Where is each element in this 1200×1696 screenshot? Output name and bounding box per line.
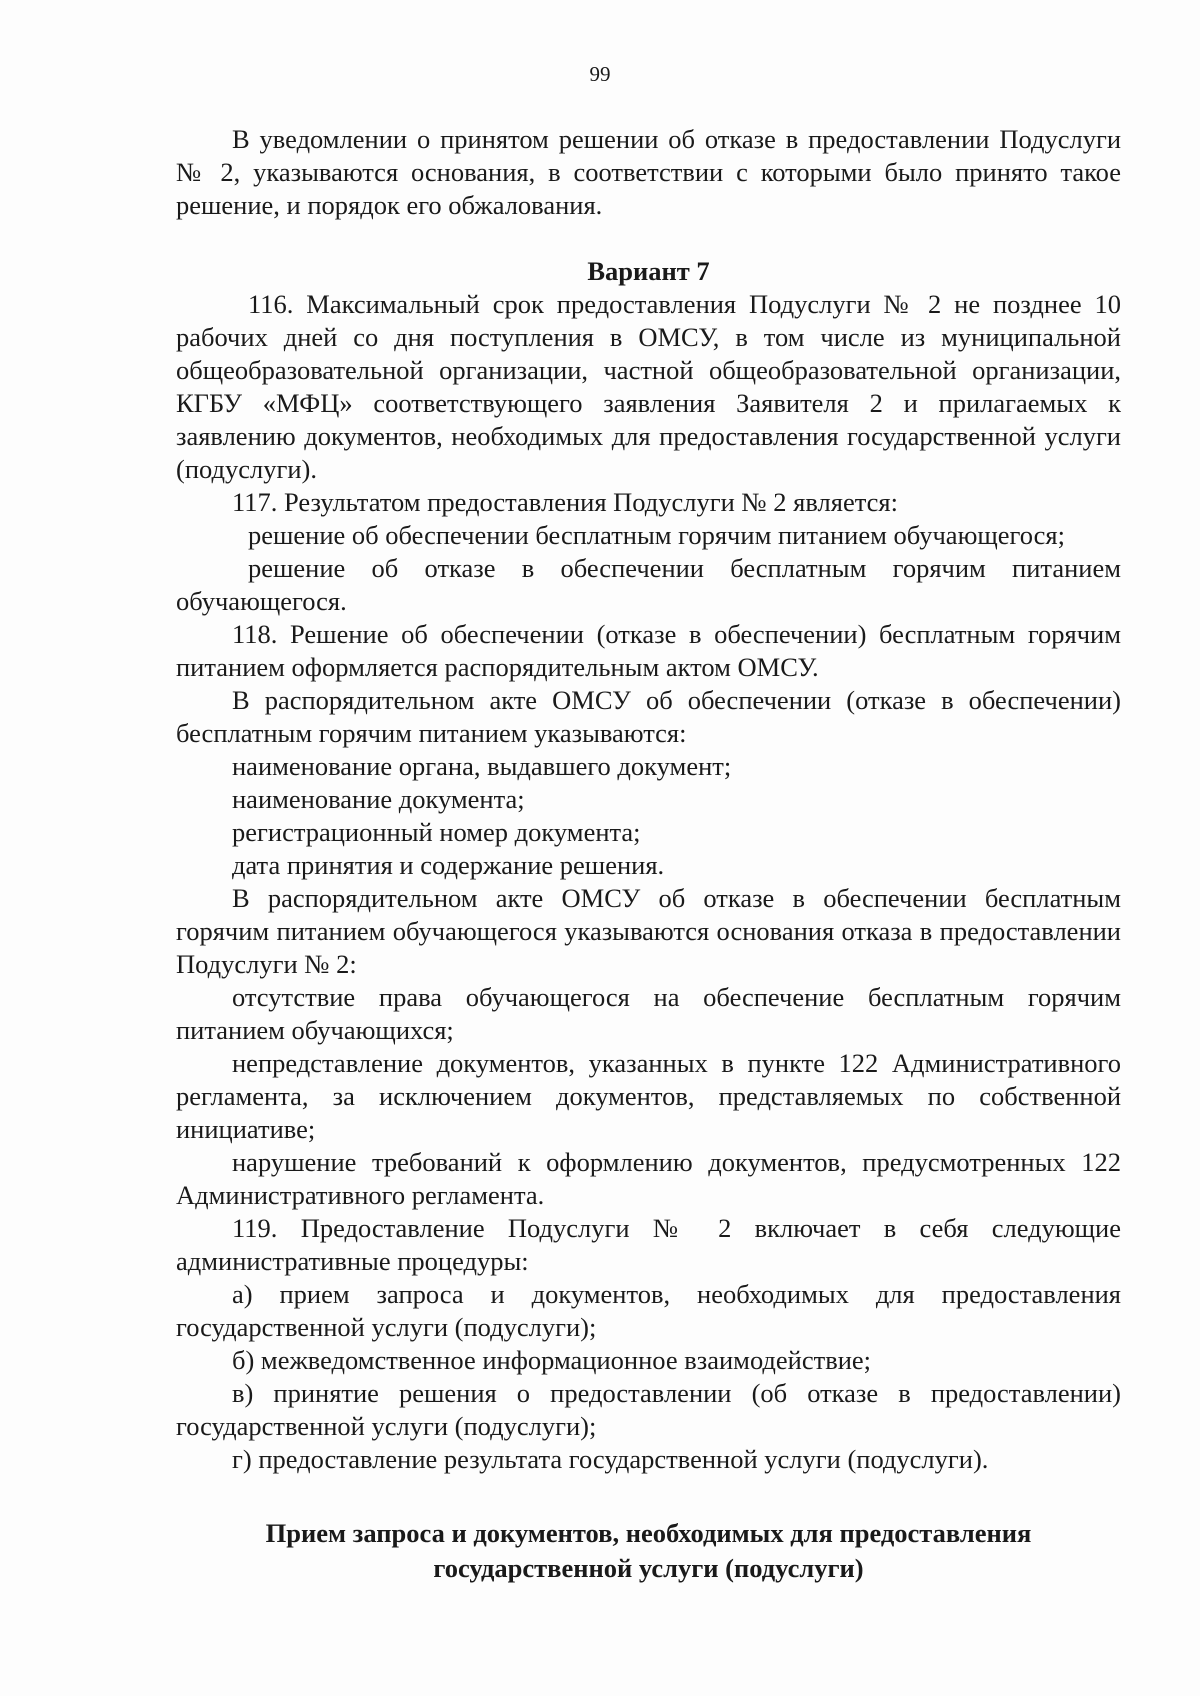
list-item-result-2: решение об отказе в обеспечении бесплатным горячим питанием обучающегося. <box>176 553 1121 616</box>
list-item-ground-1: отсутствие права обучающегося на обеспечение бесплатным горячим питанием обучающихся; <box>176 982 1121 1045</box>
list-item-act-3: регистрационный номер документа; <box>232 817 641 847</box>
list-item-ground-3: нарушение требований к оформлению документов, предусмотренных 122 Административного регламента. <box>176 1147 1121 1210</box>
list-item-procedure-b: б) межведомственное информационное взаимодействие; <box>232 1345 872 1375</box>
section-title: Прием запроса и документов, необходимых для предоставления государственной услуги (подуслуги) <box>265 1518 1032 1583</box>
document-body <box>176 123 1121 1586</box>
list-item-procedure-a: а) прием запроса и документов, необходимых для предоставления государственной услуги (подуслуги); <box>176 1279 1121 1342</box>
paragraph-refusal-grounds: В распорядительном акте ОМСУ об отказе в обеспечении бесплатным горячим питанием обучающегося указываются основания отказа в предоставлении Подуслуги № 2: <box>176 883 1121 979</box>
paragraph-act-contents: В распорядительном акте ОМСУ об обеспечении (отказе в обеспечении) бесплатным горячим питанием указываются: <box>176 685 1121 748</box>
paragraph-119: 119. Предоставление Подуслуги № 2 включает в себя следующие административные процедуры: <box>176 1213 1121 1276</box>
list-item-procedure-c: в) принятие решения о предоставлении (об отказе в предоставлении) государственной услуги (подуслуги); <box>176 1378 1121 1441</box>
paragraph-117: 117. Результатом предоставления Подуслуги № 2 является: <box>232 487 898 517</box>
page-number: 99 <box>589 62 611 86</box>
paragraph-notice: В уведомлении о принятом решении об отказе в предоставлении Подуслуги № 2, указываются основания, в соответствии с которыми было принято такое решение, и порядок его обжалования. <box>176 124 1121 220</box>
list-item-procedure-d: г) предоставление результата государственной услуги (подуслуги). <box>232 1444 989 1474</box>
list-item-act-2: наименование документа; <box>232 784 525 814</box>
list-item-act-4: дата принятия и содержание решения. <box>232 850 665 880</box>
list-item-result-1: решение об обеспечении бесплатным горячим питанием обучающегося; <box>248 520 1065 550</box>
list-item-act-1: наименование органа, выдавшего документ; <box>232 751 732 781</box>
paragraph-118: 118. Решение об обеспечении (отказе в обеспечении) бесплатным горячим питанием оформляется распорядительным актом ОМСУ. <box>176 619 1121 682</box>
list-item-ground-2: непредставление документов, указанных в пункте 122 Административного регламента, за исключением документов, представляемых по собственной инициативе; <box>176 1048 1121 1144</box>
paragraph-116: 116. Максимальный срок предоставления Подуслуги № 2 не позднее 10 рабочих дней со дня поступления в ОМСУ, в том числе из муниципальной общеобразовательной организации, частной общеобразовательной организации, КГБУ «МФЦ» соответствующего заявления Заявителя 2 и прилагаемых к заявлению документов, необходимых для предоставления государственной услуги (подуслуги). <box>176 289 1121 484</box>
heading-variant-7: Вариант 7 <box>587 256 710 286</box>
